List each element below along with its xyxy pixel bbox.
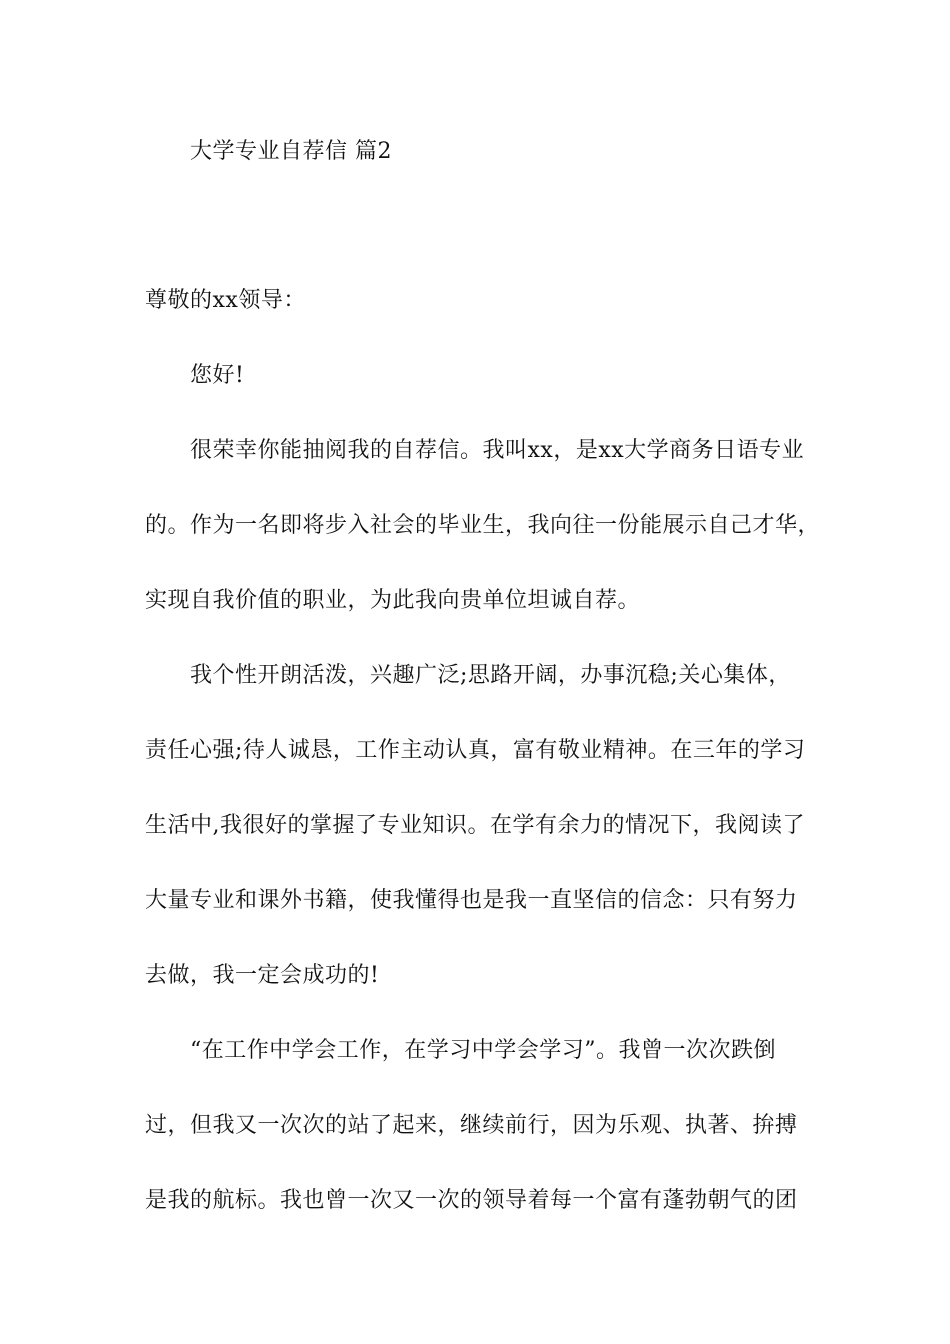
paragraph-line: 大量专业和课外书籍，使我懂得也是我一直坚信的信念：只有努力: [145, 888, 798, 913]
paragraph-line: 生活中,我很好的掌握了专业知识。在学有余力的情况下，我阅读了: [145, 813, 805, 838]
paragraph-line: 是我的航标。我也曾一次又一次的领导着每一个富有蓬勃朝气的团: [145, 1188, 798, 1213]
document-title: 大学专业自荐信 篇2: [190, 139, 392, 164]
greeting: 您好!: [190, 363, 245, 388]
paragraph-line: 去做，我一定会成功的!: [145, 963, 380, 988]
paragraph-line: “在工作中学会工作，在学习中学会学习”。我曾一次次跌倒: [190, 1038, 776, 1063]
paragraph-line: 责任心强;待人诚恳，工作主动认真，富有敬业精神。在三年的学习: [145, 738, 806, 763]
paragraph-line: 的。作为一名即将步入社会的毕业生，我向往一份能展示自己才华，: [145, 513, 821, 538]
paragraph-line: 我个性开朗活泼，兴趣广泛;思路开阔，办事沉稳;关心集体，: [190, 663, 791, 688]
salutation: 尊敬的xx领导：: [145, 288, 306, 313]
paragraph-line: 很荣幸你能抽阅我的自荐信。我叫xx，是xx大学商务日语专业: [190, 438, 805, 463]
paragraph-line: 实现自我价值的职业，为此我向贵单位坦诚自荐。: [145, 588, 641, 613]
paragraph-line: 过，但我又一次次的站了起来，继续前行，因为乐观、执著、拚搏: [145, 1113, 798, 1138]
